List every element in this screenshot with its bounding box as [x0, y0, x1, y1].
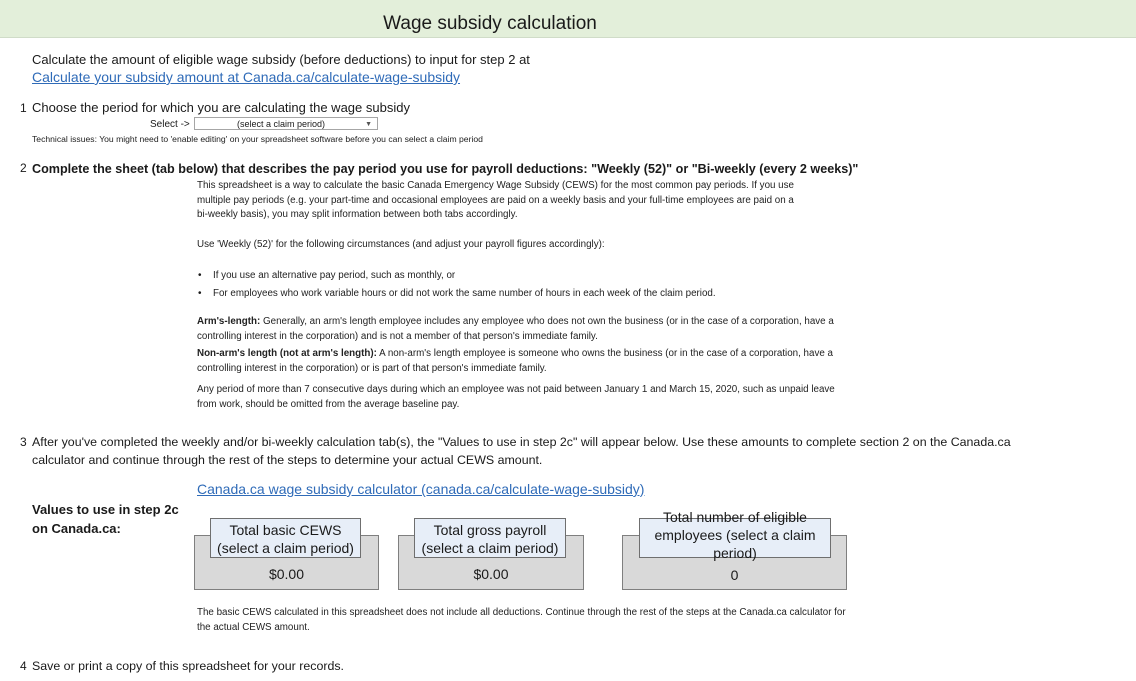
page-title: Wage subsidy calculation	[383, 13, 597, 34]
cews-disclaimer	[197, 606, 846, 635]
step3-text-line1: After you've completed the weekly and/or bi-weekly calculation tab(s), the "Values to use in step 2c" will appear below. Use these amounts to complete section 2 on the Canada.ca	[32, 435, 1011, 449]
non-arms-length-definition	[197, 347, 833, 376]
card-label-line: (select a claim period)	[421, 540, 559, 556]
baseline-omit-note	[197, 383, 835, 412]
select-label: Select ->	[150, 119, 190, 130]
step4-text: Save or print a copy of this spreadsheet for your records.	[32, 659, 344, 673]
definition-text: Generally, an arm's length employee includes any employee who does not own the business (or in the case of a corporation, have a	[260, 316, 834, 327]
total-basic-cews-value: $0.00	[268, 566, 305, 582]
step1-number: 1	[20, 101, 27, 115]
bullet-icon: •	[198, 288, 202, 299]
step2-intro-paragraph	[197, 179, 794, 223]
values-heading-line2: on Canada.ca:	[32, 521, 121, 536]
disclaimer-line: the actual CEWS amount.	[197, 621, 310, 633]
weekly-usage-note: Use 'Weekly (52)' for the following circumstances (and adjust your payroll figures accordingly):	[197, 239, 605, 250]
step2-heading: Complete the sheet (tab below) that describes the pay period you use for payroll deductions: "Weekly (52)" or "Bi-weekly (every 2 weeks)"	[32, 162, 859, 176]
definition-text: controlling interest in the corporation) or is part of that person's immediate family.	[197, 362, 547, 374]
definition-text: A non-arm's length employee is someone who owns the business (or in the case of a corporation, have a	[376, 348, 833, 359]
card-label-line: period)	[713, 545, 757, 561]
paragraph-line: multiple pay periods (e.g. your part-time and occasional employees are paid on a weekly basis and your full-time employees are paid on a	[197, 194, 794, 206]
title-bar	[0, 0, 1136, 38]
total-gross-payroll-label	[414, 518, 566, 558]
eligible-employees-label	[639, 509, 831, 561]
definition-text: controlling interest in the corporation) and is not a member of that person's immediate family.	[197, 330, 598, 342]
values-heading-line1: Values to use in step 2c	[32, 502, 179, 517]
intro-link[interactable]: Calculate your subsidy amount at Canada.ca/calculate-wage-subsidy	[32, 69, 461, 85]
step2-number: 2	[20, 161, 27, 175]
card-label-line: Total number of eligible	[663, 509, 807, 525]
step4-number: 4	[20, 659, 27, 673]
arms-length-definition	[197, 315, 834, 344]
note-line: from work, should be omitted from the average baseline pay.	[197, 398, 460, 410]
card-label-line: (select a claim period)	[217, 540, 354, 556]
card-label-line: Total basic CEWS	[229, 522, 342, 538]
step3-text-line2: calculator and continue through the rest of the steps to determine your actual CEWS amount.	[32, 453, 543, 467]
step1-text: Choose the period for which you are calculating the wage subsidy	[32, 100, 410, 115]
calculator-link[interactable]: Canada.ca wage subsidy calculator (canada.ca/calculate-wage-subsidy)	[197, 481, 645, 497]
total-basic-cews-label	[210, 518, 361, 558]
step3-number: 3	[20, 435, 27, 449]
paragraph-line: bi-weekly basis), you may split information between both tabs accordingly.	[197, 209, 518, 220]
disclaimer-line: The basic CEWS calculated in this spreadsheet does not include all deductions. Continue through the rest of the steps at the Canada.ca calculator for	[197, 607, 846, 618]
eligible-employees-value: 0	[730, 567, 739, 583]
claim-period-select[interactable]	[194, 117, 378, 130]
technical-note: Technical issues: You might need to 'enable editing' on your spreadsheet software before you can select a claim period	[32, 134, 483, 144]
claim-period-select-value: (select a claim period)	[237, 119, 326, 129]
total-gross-payroll-value: $0.00	[473, 566, 509, 582]
card-label-line: Total gross payroll	[433, 522, 547, 538]
intro-text: Calculate the amount of eligible wage subsidy (before deductions) to input for step 2 at	[32, 52, 530, 67]
paragraph-line: This spreadsheet is a way to calculate the basic Canada Emergency Wage Subsidy (CEWS) for the most common pay periods. If you use	[197, 180, 794, 191]
card-label-line: employees (select a claim	[654, 527, 816, 543]
non-arms-length-term: Non-arm's length (not at arm's length):	[197, 348, 377, 359]
bullet-item: If you use an alternative pay period, such as monthly, or	[213, 270, 456, 281]
arms-length-term: Arm's-length:	[197, 316, 261, 327]
bullet-item: For employees who work variable hours or did not work the same number of hours in each week of the claim period.	[213, 288, 716, 299]
bullet-icon: •	[198, 270, 202, 281]
chevron-down-icon[interactable]: ▼	[365, 121, 372, 128]
note-line: Any period of more than 7 consecutive days during which an employee was not paid between January 1 and March 15, 2020, such as unpaid leave	[197, 384, 835, 395]
